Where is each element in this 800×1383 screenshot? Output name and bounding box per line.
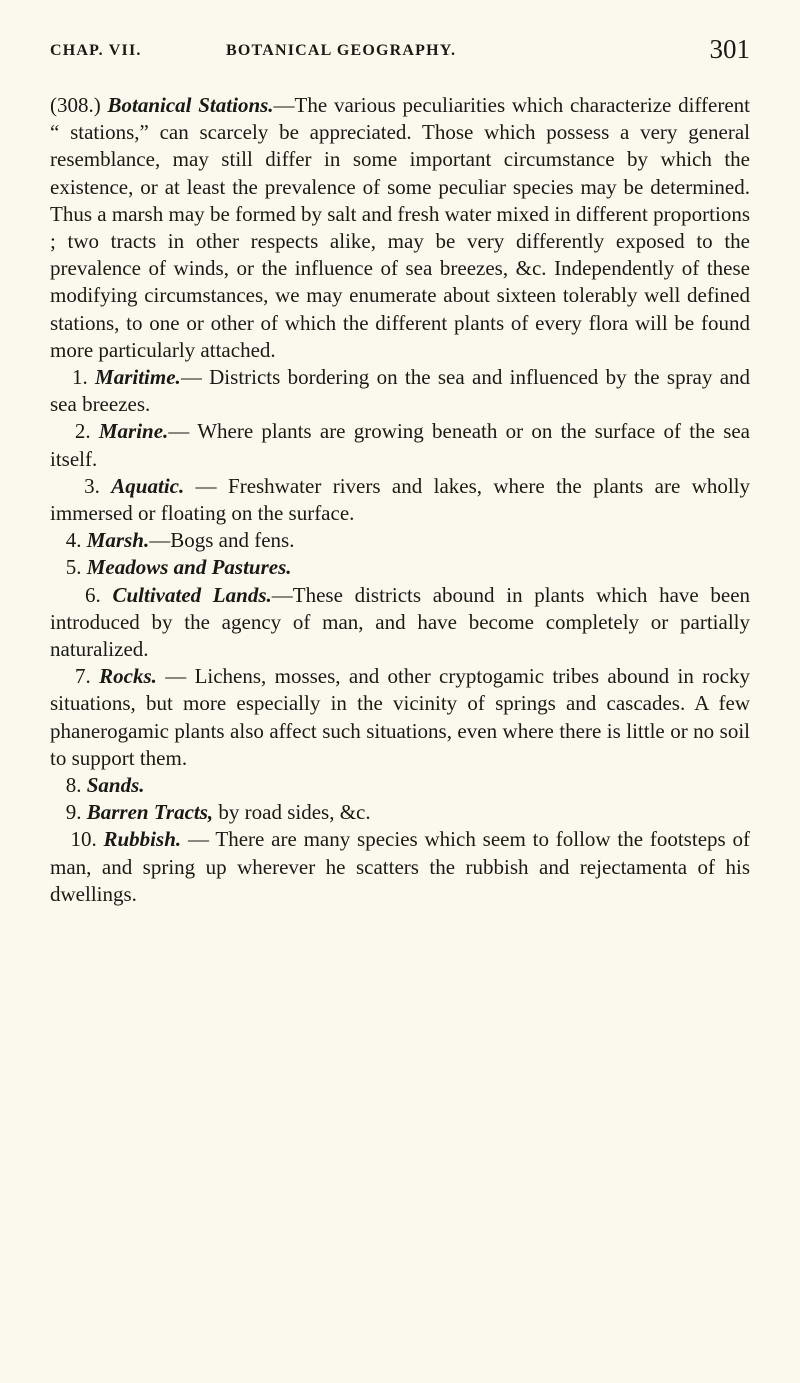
station-item-marsh xyxy=(50,527,750,554)
station-dash: — xyxy=(180,365,202,390)
station-text: Districts bordering on the sea and influenced by the spray and sea breezes. xyxy=(50,365,751,417)
station-term: Meadows and Pastures. xyxy=(86,555,292,580)
station-number: 3. xyxy=(84,473,100,498)
station-number: 7. xyxy=(75,664,91,689)
station-term: Cultivated Lands. xyxy=(112,582,272,607)
station-term: Marsh. xyxy=(86,528,150,553)
chapter-label: CHAP. VII. xyxy=(50,42,142,59)
station-term: Aquatic. xyxy=(111,473,185,498)
station-item-barren xyxy=(50,799,750,826)
station-term: Barren Tracts, xyxy=(86,800,214,825)
station-number: 2. xyxy=(74,419,91,444)
station-dash: — xyxy=(165,664,187,689)
station-text: Where plants are growing beneath or on the surface of the sea itself. xyxy=(50,419,751,471)
station-number: 6. xyxy=(85,582,101,607)
station-text: These districts abound in plants which have been introduced by the agency of man, and have become completely or partially naturalized. xyxy=(50,582,751,662)
station-number: 9. xyxy=(65,800,82,825)
station-item-maritime xyxy=(50,364,750,418)
station-item-aquatic xyxy=(50,473,750,527)
station-text: by road sides, &c. xyxy=(218,800,371,825)
intro-paragraph xyxy=(50,92,750,364)
station-dash: — xyxy=(187,827,209,852)
station-text: There are many species which seem to follow the footsteps of man, and spring up wherever he scatters the rubbish and rejectamenta of his dwellings. xyxy=(50,827,750,906)
station-dash: — xyxy=(271,582,293,607)
section-dash: — xyxy=(273,93,295,117)
station-item-rocks xyxy=(50,663,750,772)
station-text: Lichens, mosses, and other cryptogamic tribes abound in rocky situations, but more especially in the vicinity of springs and cascades. A few phanerogamic plants also affect such situations, even where there is little or no soil to support them. xyxy=(50,664,751,770)
station-item-sands xyxy=(50,772,750,799)
station-item-cultivated xyxy=(50,582,750,664)
page-number: 301 xyxy=(709,34,750,64)
running-title: BOTANICAL GEOGRAPHY. xyxy=(226,42,457,59)
section-number: (308.) xyxy=(50,93,101,117)
station-item-rubbish xyxy=(50,826,750,908)
station-text: Freshwater rivers and lakes, where the plants are wholly immersed or floating on the surface. xyxy=(50,473,751,526)
running-head xyxy=(50,34,750,74)
station-dash: — xyxy=(149,528,171,553)
station-dash: — xyxy=(195,473,217,498)
station-number: 10. xyxy=(70,827,97,852)
station-item-meadows xyxy=(50,554,750,581)
station-dash: — xyxy=(168,419,190,444)
body-text xyxy=(50,92,750,908)
section-heading: Botanical Stations. xyxy=(107,93,274,117)
station-term: Maritime. xyxy=(95,365,181,390)
station-item-marine xyxy=(50,418,750,472)
station-number: 8. xyxy=(65,773,82,798)
station-term: Marine. xyxy=(98,419,169,444)
station-number: 1. xyxy=(71,365,88,390)
intro-text: The various peculiarities which characterize different “ stations,” can scarcely be appreciated. Those which possess a very general resemblance, may still differ in some important circumstance by which the existence, or at least the prevalence of some peculiar species may be determined. Thus a marsh may be formed by salt and fresh water mixed in different proportions ; two tracts in other respects alike, may be very differently exposed to the prevalence of winds, or the influence of sea breezes, &c. Independently of these modifying circumstances, we may enumerate about sixteen tolerably well defined stations, to one or other of which the different plants of every flora will be found more particularly attached. xyxy=(50,93,750,362)
station-number: 5. xyxy=(65,555,82,580)
station-term: Rubbish. xyxy=(103,827,182,852)
station-text: Bogs and fens. xyxy=(170,528,295,553)
station-number: 4. xyxy=(65,528,82,553)
station-term: Sands. xyxy=(86,773,145,798)
station-term: Rocks. xyxy=(99,664,157,689)
